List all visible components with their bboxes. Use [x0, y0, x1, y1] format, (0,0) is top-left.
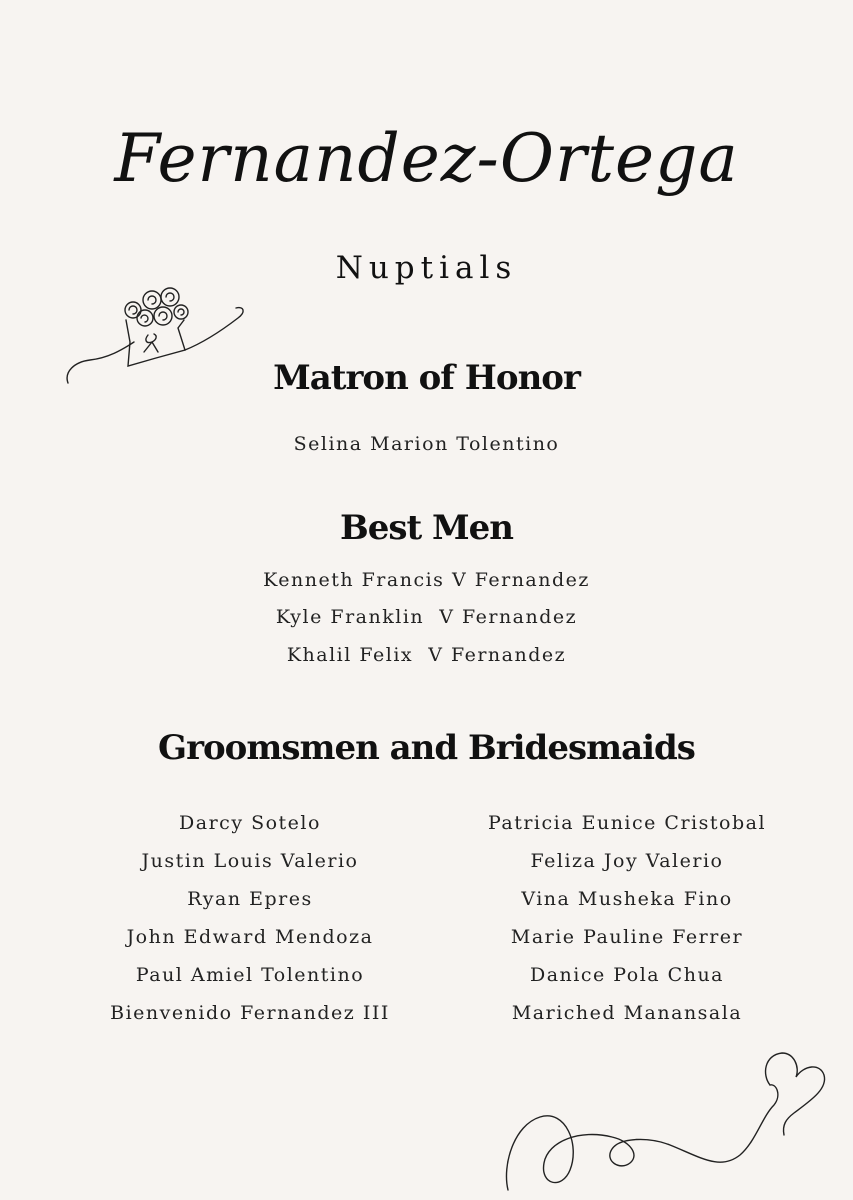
groomsman-name: Ryan Epres: [187, 888, 313, 910]
best-man-name: Khalil Felix V Fernandez: [286, 644, 567, 666]
best-man-name: Kyle Franklin V Fernandez: [275, 606, 578, 628]
bridesmaid-name: Vina Musheka Fino: [521, 888, 733, 910]
bridesmaid-name: Feliza Joy Valerio: [530, 850, 724, 872]
groomsman-name: Paul Amiel Tolentino: [135, 964, 365, 986]
bridesmaid-name: Patricia Eunice Cristobal: [487, 812, 767, 834]
groomsman-name: Darcy Sotelo: [179, 812, 321, 834]
bridesmaid-name: Mariched Manansala: [511, 1002, 743, 1024]
groomsman-name: Justin Louis Valerio: [141, 850, 359, 872]
best-man-name: Kenneth Francis V Fernandez: [263, 569, 590, 591]
groomsmen-bridesmaids-heading: Groomsmen and Bridesmaids: [158, 728, 695, 768]
heart-swirl-icon: [500, 1045, 840, 1195]
nuptials-subtitle: Nuptials: [335, 250, 518, 286]
matron-of-honor-name: Selina Marion Tolentino: [293, 433, 560, 455]
matron-of-honor-heading: Matron of Honor: [273, 358, 580, 398]
groomsman-name: John Edward Mendoza: [126, 926, 374, 948]
bridesmaid-name: Danice Pola Chua: [529, 964, 725, 986]
couple-name-title: Fernandez-Ortega: [114, 120, 739, 197]
bridesmaid-name: Marie Pauline Ferrer: [510, 926, 744, 948]
groomsman-name: Bienvenido Fernandez III: [110, 1002, 390, 1024]
best-men-heading: Best Men: [339, 508, 514, 548]
